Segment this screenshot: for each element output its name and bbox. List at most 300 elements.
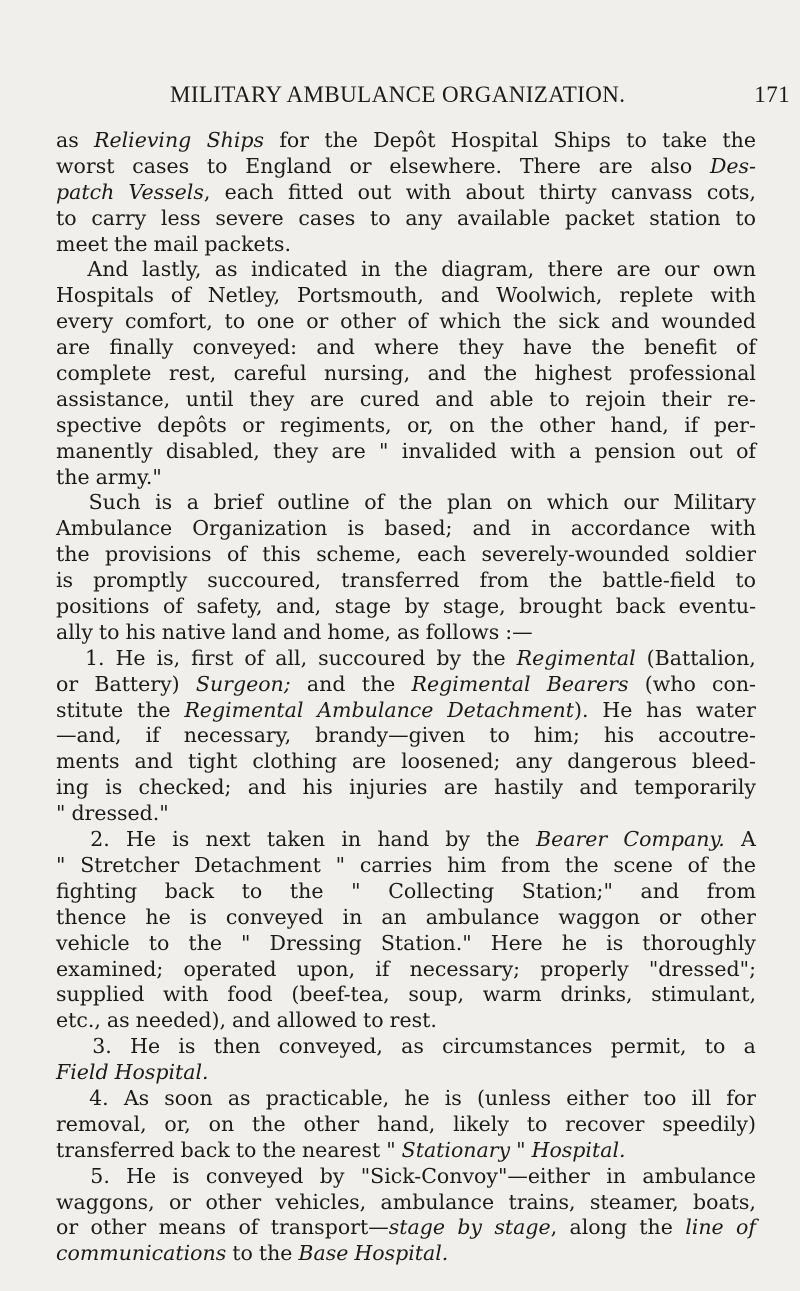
word: lastly, [141, 257, 202, 282]
word: waggon [558, 904, 640, 929]
word: on [449, 412, 475, 437]
word: nursing, [324, 361, 411, 386]
word: canvass [610, 179, 693, 204]
text-line [56, 594, 756, 620]
word: the [136, 697, 171, 722]
text-line [56, 620, 756, 646]
word: packets. [204, 231, 291, 256]
word: to [232, 1241, 253, 1266]
word: to [735, 205, 756, 230]
word: communications [56, 1241, 227, 1266]
word: or, [164, 1111, 191, 1136]
word: by [457, 1215, 483, 1240]
word: pension [594, 438, 676, 463]
word: ally [56, 619, 93, 644]
word: As [123, 1085, 150, 1110]
word: Vessels, [128, 179, 211, 204]
word: Detachment [194, 852, 321, 877]
word: of [244, 645, 265, 670]
text-line [56, 1034, 756, 1060]
word: loosened; [401, 749, 501, 774]
word: they [249, 386, 295, 411]
word: Depôt [373, 128, 436, 152]
text-line [56, 723, 756, 749]
word: ing [56, 775, 89, 800]
word: brandy—given [315, 723, 466, 748]
word: available [457, 205, 551, 230]
word: fitted [287, 179, 344, 204]
text-line [56, 439, 756, 465]
text-line [56, 1008, 756, 1034]
word: taken [266, 827, 326, 852]
word: operated [183, 956, 277, 981]
word: rejoin [585, 386, 646, 411]
word: army." [95, 464, 162, 489]
word: any [405, 205, 443, 230]
word: home, [327, 619, 392, 644]
running-head: MILITARY AMBULANCE ORGANIZATION. [170, 82, 626, 107]
word: Woolwich, [496, 283, 603, 308]
word: " [335, 852, 346, 877]
word: too [643, 1085, 677, 1110]
text-line [56, 957, 756, 983]
word: our [623, 490, 659, 515]
word: and [610, 309, 650, 334]
word: Collecting [388, 878, 495, 903]
word: the [289, 878, 324, 903]
word: or [349, 153, 372, 178]
word: highest [534, 361, 612, 386]
word: wounded [661, 309, 756, 334]
word: and [435, 386, 474, 411]
word: necessary, [183, 723, 292, 748]
text-line [56, 283, 756, 309]
word: tight [188, 749, 238, 774]
word: sick [558, 309, 600, 334]
word: disabled, [165, 438, 260, 463]
word: circumstances [442, 1034, 593, 1059]
word: out [688, 438, 723, 463]
word: the [565, 852, 599, 877]
word: Ships [206, 128, 265, 152]
word: professional [629, 361, 756, 386]
word: necessary; [409, 956, 521, 981]
word: he [145, 904, 171, 929]
text-line [56, 879, 756, 905]
word: the [56, 542, 90, 567]
word: or [56, 671, 79, 696]
word: to [549, 386, 570, 411]
body-text [56, 128, 756, 1267]
word: and [134, 749, 174, 774]
word: hand, [376, 1111, 436, 1136]
word: for [726, 1085, 756, 1110]
word: is [172, 827, 190, 852]
word: with [710, 516, 756, 541]
word: are [443, 775, 478, 800]
word: vehicles, [275, 1189, 367, 1214]
word: conveyed, [278, 1034, 383, 1059]
text-line [56, 128, 756, 154]
text-line [56, 1060, 756, 1086]
word: a [569, 438, 582, 463]
word: accordance [570, 516, 691, 541]
word: 4. [89, 1085, 109, 1110]
word: He [126, 827, 157, 852]
word: re- [727, 386, 756, 411]
word: which [546, 490, 609, 515]
word: on [506, 490, 533, 515]
word: is [56, 568, 74, 593]
word: our [664, 257, 700, 282]
word: or [306, 309, 329, 334]
word: brief [213, 490, 263, 515]
word: to [241, 878, 263, 903]
text-line [56, 361, 756, 387]
text-line [56, 931, 756, 957]
word: provisions [104, 542, 212, 567]
word: Ambulance [317, 697, 434, 722]
word: " [351, 878, 361, 903]
word: hastily [494, 775, 564, 800]
word: with [163, 982, 209, 1007]
word: conveyed [205, 1163, 304, 1188]
word: warm [482, 982, 542, 1007]
word: to [363, 1008, 384, 1033]
word: Detachment). [447, 697, 589, 722]
word: is [172, 1163, 190, 1188]
word: indicated [250, 257, 348, 282]
word: of [407, 309, 428, 334]
word: stage, [442, 594, 506, 619]
word: then [213, 1034, 261, 1059]
text-line [56, 542, 756, 568]
word: follows [425, 619, 500, 644]
word: Hospitals [56, 283, 154, 308]
word: soon [164, 1085, 213, 1110]
word: Bearers [546, 671, 629, 696]
word: ill [691, 1085, 712, 1110]
word: along [569, 1215, 627, 1240]
word: first [191, 645, 234, 670]
word: and [232, 1008, 271, 1033]
word: He [126, 1163, 157, 1188]
word: other [90, 1215, 147, 1240]
word: to [526, 1111, 548, 1136]
text-line [56, 309, 756, 335]
word: scheme, [316, 542, 402, 567]
word: other [539, 412, 595, 437]
word: are [616, 257, 651, 282]
word: steamer, [589, 1189, 679, 1214]
word: He [130, 1034, 161, 1059]
word: assistance, [56, 386, 171, 411]
word: :— [505, 619, 533, 644]
word: are [310, 386, 345, 411]
word: of [736, 1215, 756, 1240]
word: by [445, 827, 471, 852]
word: stimulant, [651, 982, 756, 1007]
text-line [56, 154, 756, 180]
word: the [591, 335, 625, 360]
word: and [316, 335, 355, 360]
word: land [231, 619, 277, 644]
word: Ships [553, 128, 611, 152]
word: which [439, 309, 502, 334]
word: is [189, 904, 207, 929]
word: scene [613, 852, 673, 877]
word: "Sick-Convoy"—either [360, 1163, 590, 1188]
word: by [404, 594, 430, 619]
word: also [650, 153, 693, 178]
word: there [547, 257, 604, 282]
word: he [561, 930, 588, 955]
word: bleed- [691, 749, 756, 774]
word: and [247, 775, 287, 800]
word: their [661, 386, 712, 411]
word: the [258, 1241, 293, 1266]
word: Netley, [207, 283, 281, 308]
word: Hospital. [354, 1241, 449, 1266]
word: if [684, 412, 699, 437]
word: and [472, 516, 512, 541]
word: for [279, 128, 310, 152]
word: next [205, 827, 251, 852]
word: means [158, 1215, 227, 1240]
word: eventu- [678, 594, 756, 619]
word: of [364, 490, 385, 515]
word: is [606, 930, 624, 955]
word: in [606, 1163, 627, 1188]
word: other [340, 309, 396, 334]
word: thence [56, 904, 127, 929]
word: of [162, 594, 183, 619]
word: carry [91, 205, 147, 230]
word: " [241, 930, 251, 955]
word: Bearer [536, 827, 608, 852]
word: stage, [494, 1215, 558, 1240]
word: are [331, 438, 366, 463]
word: to [148, 930, 170, 955]
word: or [168, 1189, 192, 1214]
word: Stretcher [80, 852, 180, 877]
word: has [646, 697, 683, 722]
text-line [56, 387, 756, 413]
word: stage [334, 594, 391, 619]
word: examined; [56, 956, 164, 981]
word: and [306, 671, 346, 696]
word: are [56, 335, 91, 360]
word: Base [298, 1241, 349, 1266]
word: the [512, 309, 547, 334]
word: cases [298, 205, 356, 230]
word: is, [156, 645, 181, 670]
word: an [381, 904, 407, 929]
word: from [479, 568, 529, 593]
word: battle-field [602, 568, 716, 593]
word: soldier [684, 542, 756, 567]
word: conveyed: [192, 335, 298, 360]
word: Company. [623, 827, 725, 852]
word: as [227, 1085, 251, 1110]
word: worst [56, 153, 115, 178]
word: spective [56, 412, 142, 437]
word: Field [56, 1060, 109, 1085]
word: on [208, 1111, 235, 1136]
word: careful [233, 361, 307, 386]
word: his [302, 775, 333, 800]
word: cases [132, 153, 190, 178]
word: (who [644, 671, 696, 696]
word: 2. [90, 827, 110, 852]
word: with [710, 283, 756, 308]
word: a [186, 490, 200, 515]
text-line [56, 1164, 756, 1190]
word: Des- [709, 153, 756, 178]
word: supplied [56, 982, 145, 1007]
word: checked; [138, 775, 232, 800]
text-line [56, 749, 756, 775]
word: and, [276, 594, 322, 619]
word: upon, [296, 956, 356, 981]
word: (Battalion, [646, 645, 756, 670]
text-line [56, 257, 756, 283]
word: Hospital. [114, 1060, 209, 1085]
word: the [483, 361, 518, 386]
text-line [56, 516, 756, 542]
text-line [56, 1086, 756, 1112]
word: as [397, 619, 420, 644]
word: waggons, [56, 1189, 155, 1214]
word: ments [56, 749, 120, 774]
word: " [56, 801, 66, 826]
word: 3. [92, 1034, 112, 1059]
word: safety, [196, 594, 263, 619]
word: " [56, 852, 66, 877]
word: transferred [56, 1137, 175, 1162]
word: regiments, [279, 412, 392, 437]
word: other [303, 1111, 360, 1136]
word: to [735, 568, 756, 593]
word: likely [453, 1111, 509, 1136]
word: he [404, 1085, 430, 1110]
word: back [164, 878, 215, 903]
text-line [56, 465, 756, 491]
word: cots, [706, 179, 756, 204]
word: they [458, 335, 504, 360]
word: to [235, 1137, 257, 1162]
word: Ambulance [56, 516, 173, 541]
word: a [743, 1034, 756, 1059]
text-line [56, 335, 756, 361]
word: him [447, 852, 487, 877]
word: removal, [56, 1111, 147, 1136]
word: the [486, 827, 520, 852]
word: allowed [276, 1008, 358, 1033]
word: 5. [90, 1163, 110, 1188]
word: properly [540, 956, 629, 981]
word: And [87, 257, 129, 282]
word: hand, [610, 412, 669, 437]
word: Hospital. [531, 1137, 626, 1162]
word: conveyed [225, 904, 324, 929]
word: or [242, 412, 265, 437]
word: to [489, 723, 510, 748]
word: injuries [349, 775, 428, 800]
word: if [145, 723, 160, 748]
word: to [56, 205, 77, 230]
word: severely-wounded [481, 542, 670, 567]
word: clothing [252, 749, 338, 774]
word: ambulance [425, 904, 540, 929]
word: Organization [192, 516, 328, 541]
word: fighting [56, 878, 138, 903]
word: ambulance [380, 1189, 495, 1214]
word: able [489, 386, 534, 411]
text-line [56, 853, 756, 879]
word: packet [564, 205, 635, 230]
word: the [639, 1215, 673, 1240]
word: the [722, 852, 756, 877]
word: comfort, [124, 309, 213, 334]
word: depôts [157, 412, 227, 437]
word: dangerous [567, 749, 677, 774]
word: if [375, 956, 390, 981]
word: temporarily [634, 775, 756, 800]
word: succoured [318, 645, 426, 670]
word: from [501, 852, 551, 877]
word: to [370, 205, 391, 230]
word: Dressing [269, 930, 362, 955]
word: stitute [56, 697, 124, 722]
word: etc., [56, 1008, 101, 1033]
word: to [626, 128, 647, 152]
word: this [262, 542, 301, 567]
text-line [56, 413, 756, 439]
word: is [444, 1085, 462, 1110]
word: drinks, [560, 982, 633, 1007]
word: is [105, 775, 123, 800]
word: from [706, 878, 756, 903]
word: of [238, 1215, 259, 1240]
word: carries [359, 852, 433, 877]
word: " [516, 1137, 526, 1162]
text-line [56, 646, 756, 672]
word: they [273, 438, 319, 463]
word: him; [533, 723, 580, 748]
word: less [160, 205, 201, 230]
word: as [56, 128, 79, 152]
word: promptly [93, 568, 188, 593]
word: and [440, 283, 480, 308]
word: all, [275, 645, 308, 670]
word: Relieving [94, 128, 192, 152]
word: ambulance [642, 1163, 756, 1188]
word: hand [377, 827, 430, 852]
word: needed), [135, 1008, 226, 1033]
word: thirty [538, 179, 597, 204]
text-line [56, 490, 756, 516]
word: the [262, 1137, 296, 1162]
word: by [436, 645, 462, 670]
word: either [566, 1085, 629, 1110]
word: are [351, 749, 387, 774]
word: Here [490, 930, 543, 955]
word: replete [619, 283, 694, 308]
word: cured [359, 386, 420, 411]
word: rest, [168, 361, 217, 386]
word: of [226, 542, 247, 567]
